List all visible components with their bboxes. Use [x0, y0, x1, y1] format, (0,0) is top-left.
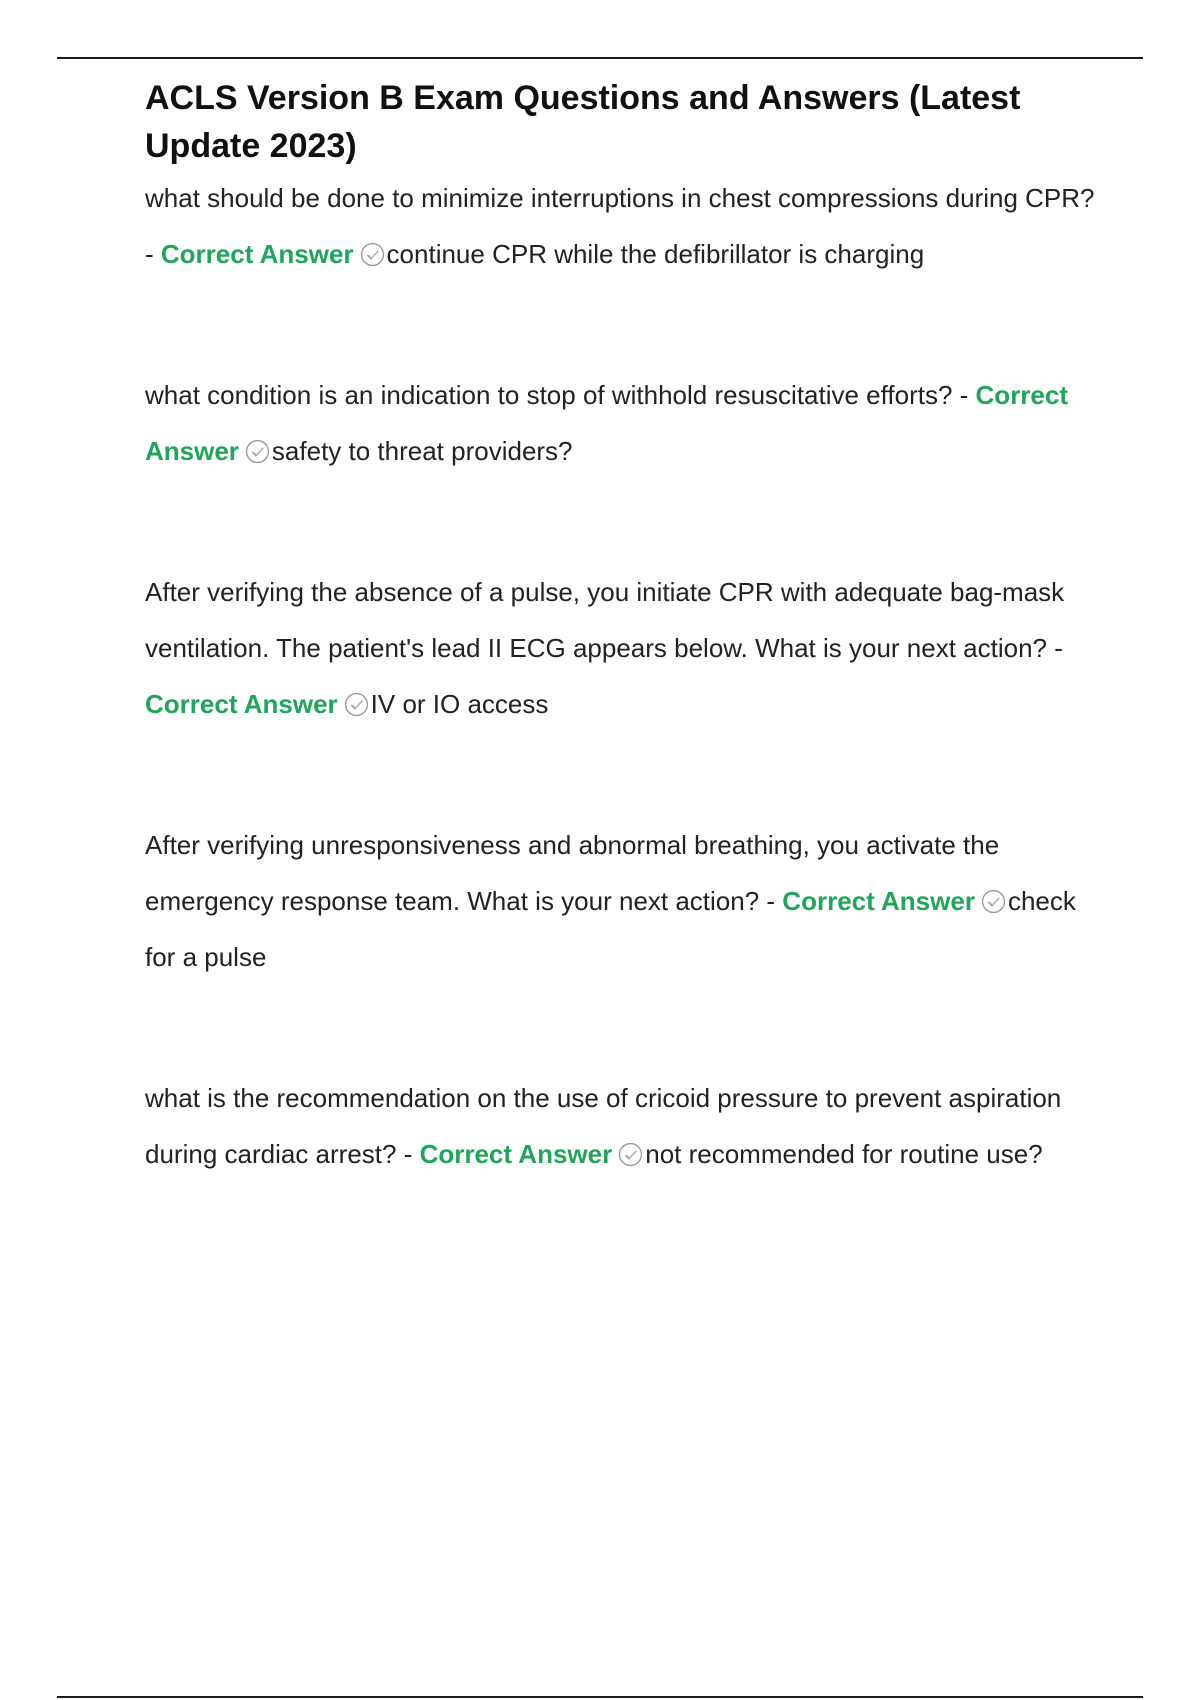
check-circle-icon	[344, 692, 369, 717]
bottom-rule	[57, 1696, 1143, 1698]
correct-answer-label: Correct Answer	[419, 1139, 613, 1169]
check-circle-icon	[245, 439, 270, 464]
top-rule	[57, 57, 1143, 59]
separator: -	[952, 380, 976, 410]
separator: -	[396, 1139, 420, 1169]
qa-item-1	[145, 170, 1095, 282]
separator: -	[759, 886, 783, 916]
check-circle-icon	[618, 1142, 643, 1167]
answer-text: IV or IO access	[370, 689, 549, 719]
question-text: After verifying unresponsiveness and abnormal breathing, you activate the emergency response team. What is your next action?	[145, 830, 1000, 916]
correct-answer-label: Correct Answer	[145, 689, 338, 719]
answer-text: not recommended for routine use?	[645, 1139, 1043, 1169]
qa-item-2	[145, 367, 1095, 479]
question-text: what should be done to minimize interruptions in chest compressions during CPR?	[145, 183, 1095, 213]
correct-answer-label: Correct Answer	[160, 239, 354, 269]
question-text: After verifying the absence of a pulse, you initiate CPR with adequate bag-mask ventilation. The patient's lead II ECG appears below. What is your next action?	[145, 577, 1065, 663]
question-text: what condition is an indication to stop of withhold resuscitative efforts?	[145, 380, 953, 410]
answer-text: check for a pulse	[145, 886, 1076, 972]
document-title: ACLS Version B Exam Questions and Answers (Latest Update 2023)	[145, 79, 1021, 165]
question-text: what is the recommendation on the use of cricoid pressure to prevent aspiration during cardiac arrest?	[145, 1083, 1062, 1169]
separator: -	[145, 239, 161, 269]
check-circle-icon	[360, 242, 385, 267]
answer-text: continue CPR while the defibrillator is charging	[386, 239, 925, 269]
document-body	[145, 74, 1095, 1182]
separator: -	[1047, 633, 1063, 663]
answer-text: safety to threat providers?	[271, 436, 573, 466]
correct-answer-label: Correct Answer	[782, 886, 975, 916]
qa-item-4	[145, 817, 1095, 985]
correct-answer-label: Correct Answer	[145, 380, 1069, 466]
check-circle-icon	[981, 889, 1006, 914]
qa-item-3	[145, 564, 1095, 732]
qa-item-5	[145, 1070, 1095, 1182]
